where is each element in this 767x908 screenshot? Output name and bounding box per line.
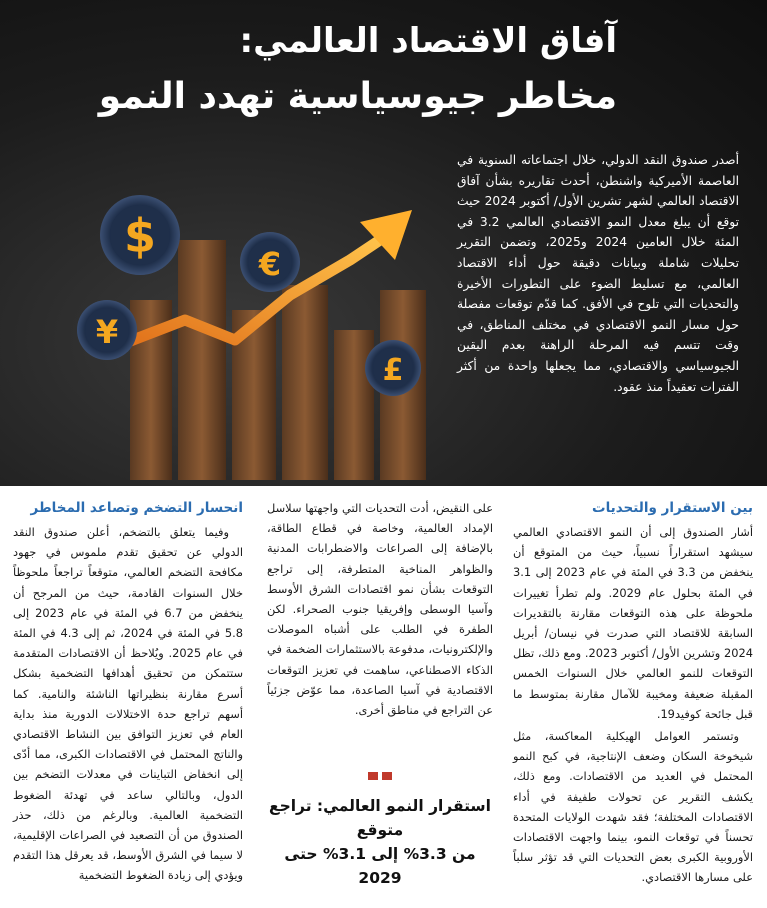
pull-quote <box>267 772 493 890</box>
body-paragraph: وتستمر العوامل الهيكلية المعاكسة، مثل شيخوخة السكان وضعف الإنتاجية، في كبح النمو المحتمل في العديد من الاقتصادات. ومع ذلك، يكشف التقرير عن تحولات طفيفة في أداء الاقتصادات المختلفة؛ فقد شهدت الولايات المتحدة تحسناً في توقعات النمو، بينما واجهت الاقتصادات الأوروبية الكبرى بعض التحديات التي قد تؤثر سلباً على مسارها الاقتصادي. <box>513 729 753 885</box>
svg-text:£: £ <box>382 353 404 388</box>
intro-paragraph: أصدر صندوق النقد الدولي، خلال اجتماعاته السنوية في العاصمة الأميركية واشنطن، أحدث تقاريره بشأن آفاق الاقتصاد العالمي لشهر تشرين الأول/ أكتوبر 2024 حيث توقع أن يبلغ معدل النمو الاقتصادي العالمي 3.2 في المئة خلال العامين 2024 و2025، وتضمن التقرير تحليلات شاملة وبيانات دقيقة حول أداء الاقتصاد العالمي، مع تسليط الضوء على التطورات الأخيرة والتحديات التي تلوح في الأفق. كما قدّم توقعات مفصلة حول مسار النمو الاقتصادي في مختلف المناطق، في وقت تتسم فيه المرحلة الراهنة بعدم اليقين الجيوسياسي والاقتصادي، مما يجعلها واحدة من أكثر الفترات تعقيداً منذ عقود. <box>457 153 739 394</box>
hero-illustration <box>60 180 460 480</box>
body-paragraph: وفيما يتعلق بالتضخم، أعلن صندوق النقد الدولي عن تحقيق تقدم ملموس في جهود مكافحة التضخم العالمي، متوقعاً تراجعاً ملحوظاً خلال السنوات القادمة، حيث من المرجح أن ينخفض من 6.7 في المئة في عام 2023 إلى 5.8 في المئة في 2024، ثم إلى 4.3 في المئة في عام 2025. ويُلاحظ أن الاقتصادات المتقدمة ستتمكن من تحقيق أهدافها التضخمية بشكل أسرع مقارنة بنظيراتها الناشئة والنامية. كما أسهم تراجع حدة الاختلالات الدورية منذ بداية العام في تعزيز التوافق بين النشاط الاقتصادي والناتج المحتمل في الاقتصادات الكبرى، مما أدّى إلى انخفاض التباينات في معدلات التضخم بين الدول، وبالتالي ساعد في تهدئة الضغوط التضخمية العالمية. وبالرغم من ذلك، حذر الصندوق من أن التصعيد في الصراعات الإقليمية، لا سيما في الشرق الأوسط، قد يعرقل هذا التقدم ويؤدي إلى زيادة الضغوط التضخمية <box>13 525 243 883</box>
euro-coin-icon <box>240 232 300 292</box>
title-line-2: مخاطر جيوسياسية تهدد النمو <box>98 76 617 117</box>
pull-quote-line-1: استقرار النمو العالمي: تراجع متوقع <box>268 797 491 839</box>
svg-text:$: $ <box>123 209 157 263</box>
section-heading-stability: بين الاستقرار والتحديات <box>592 500 753 516</box>
pound-coin-icon <box>365 340 421 396</box>
column-right <box>513 498 753 888</box>
svg-text:€: € <box>258 245 282 283</box>
pull-quote-marker <box>267 772 493 780</box>
dollar-coin-icon <box>100 195 180 275</box>
yen-coin-icon <box>77 300 137 360</box>
title-line-1: آفاق الاقتصاد العالمي: <box>239 21 617 61</box>
body-paragraph: على النقيض، أدت التحديات التي واجهتها سلاسل الإمداد العالمية، وخاصة في قطاع الطاقة، بالإضافة إلى الصراعات والاضطرابات المدنية والظواهر المناخية المتطرفة، إلى تراجع التوقعات بشأن نمو اقتصادات الشرق الأوسط وآسيا الوسطى وإفريقيا جنوب الصحراء. لكن الطفرة في الطلب على أشباه الموصلات والإلكترونيات، مدفوعة بالاستثمارات الضخمة في الذكاء الاصطناعي، ساهمت في تعزيز التوقعات الاقتصادية في آسيا الصاعدة، مما عوّض جزئياً عن التراجع في مناطق أخرى. <box>267 501 493 718</box>
pull-quote-line-2: من 3.3% إلى 3.1% حتى 2029 <box>284 845 476 887</box>
column-left <box>13 498 243 886</box>
section-heading-inflation: انحسار التضخم وتصاعد المخاطر <box>30 500 243 516</box>
svg-text:¥: ¥ <box>95 313 119 351</box>
body-paragraph: أشار الصندوق إلى أن النمو الاقتصادي العالمي سيشهد استقراراً نسبياً، حيث من المتوقع أن ينخفض من 3.3 في المئة في عام 2023 إلى 3.1 في المئة بحلول عام 2029. ولم تطرأ تغييرات ملحوظة على هذه التوقعات مقارنة بالتقديرات السابقة للاقتصاد التي صدرت في نيسان/ أبريل 2024 وتشرين الأول/ أكتوبر 2023. ومع ذلك، تظل التوقعات للنمو العالمي خلال السنوات الخمس المقبلة ضعيفة ومخيبة للآمال مقارنة بمتوسط ما قبل جائحة كوفيد19. <box>513 525 753 721</box>
column-middle <box>267 498 493 720</box>
article-title <box>98 18 617 126</box>
